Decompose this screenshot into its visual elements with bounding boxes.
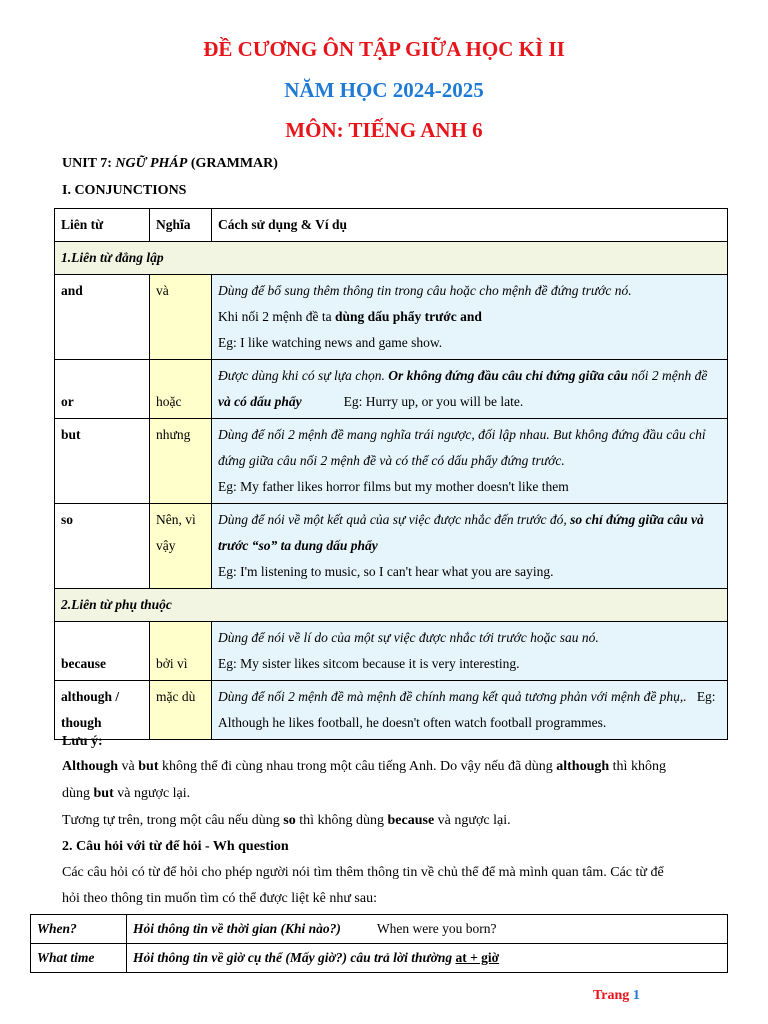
- conj-meaning: bởi vì: [150, 622, 212, 681]
- keyword: but: [93, 786, 114, 801]
- conj-meaning: Nên, vì vậy: [150, 504, 212, 589]
- group-label: 1.Liên từ đẳng lập: [55, 242, 728, 275]
- school-year: NĂM HỌC 2024-2025: [284, 78, 484, 102]
- unit-prefix: UNIT 7:: [62, 156, 116, 171]
- wh-intro-1: Các câu hỏi có từ để hỏi cho phép người nói tìm thêm thông tin về chủ thể để mà mình quan tâm. Các từ để: [62, 865, 664, 880]
- page-label: Trang: [593, 988, 633, 1003]
- page-num: 1: [632, 988, 640, 1003]
- table-row: [55, 622, 728, 681]
- unit-suffix: (GRAMMAR): [187, 156, 278, 171]
- header-cell: Nghĩa: [150, 209, 212, 242]
- wh-description: [127, 915, 728, 944]
- note-text: Tương tự trên, trong một câu nếu dùng: [62, 813, 284, 828]
- group-row: [55, 242, 728, 275]
- note-bold: dùng dấu phẩy trước and: [334, 309, 482, 324]
- usage-bold: và có dấu phẩy: [218, 394, 302, 409]
- conj-word: because: [55, 622, 150, 681]
- table-row: [55, 681, 728, 740]
- conj-usage: [212, 419, 728, 504]
- usage-text: Dùng để nối 2 mệnh đề mà mệnh đề chính mang kết quả tương phản với mệnh đề phụ,.: [218, 689, 687, 704]
- keyword: but: [138, 759, 159, 774]
- note-text: thì không dùng: [295, 813, 388, 828]
- table-row: [55, 504, 728, 589]
- conj-meaning: hoặc: [150, 360, 212, 419]
- conj-usage: [212, 681, 728, 740]
- conj-word: and: [55, 275, 150, 360]
- conj-meaning: mặc dù: [150, 681, 212, 740]
- wh-desc-text: Hỏi thông tin về giờ cụ thể (Mấy giờ?) câu trả lời thường: [133, 950, 456, 965]
- note-text: và: [118, 759, 139, 774]
- conj-meaning: nhưng: [150, 419, 212, 504]
- note-text: thì không: [609, 759, 666, 774]
- keyword: so: [283, 813, 296, 828]
- wh-question-table: [30, 914, 728, 973]
- table-row: [55, 360, 728, 419]
- note-text: Khi nối 2 mệnh đề ta: [218, 309, 335, 324]
- conj-word: or: [55, 360, 150, 419]
- conj-meaning: và: [150, 275, 212, 360]
- group-label: 2.Liên từ phụ thuộc: [55, 589, 728, 622]
- usage-text: Dùng để nói về lí do của một sự việc được nhắc tới trước hoặc sau nó.: [218, 630, 599, 645]
- wh-desc-text: Hỏi thông tin về thời gian (Khi nào?): [133, 921, 341, 936]
- wh-word: What time: [31, 944, 127, 973]
- conj-word: so: [55, 504, 150, 589]
- keyword: because: [387, 813, 435, 828]
- usage-bold: Or không đứng đầu câu chỉ đứng giữa câu: [388, 368, 628, 383]
- wh-description: [127, 944, 728, 973]
- page-number: [593, 988, 640, 1004]
- example-text: Eg: I'm listening to music, so I can't hear what you are saying.: [218, 564, 554, 579]
- unit-italic: NGỮ PHÁP: [115, 156, 188, 171]
- usage-text: nối 2 mệnh đề: [627, 368, 708, 383]
- doc-title: ĐỀ CƯƠNG ÔN TẬP GIỮA HỌC KÌ II: [203, 37, 565, 61]
- note-text: và ngược lại.: [434, 813, 511, 828]
- note-text: và ngược lại.: [113, 786, 191, 801]
- wh-intro-2: hỏi theo thông tin muốn tìm có thể được liệt kê như sau:: [62, 891, 377, 906]
- header-cell: Cách sử dụng & Ví dụ: [212, 209, 728, 242]
- example-text: Eg: I like watching news and game show.: [218, 335, 443, 350]
- example-text: Eg: My sister likes sitcom because it is very interesting.: [218, 656, 520, 671]
- table-row: [55, 419, 728, 504]
- conjunctions-table: [54, 208, 728, 740]
- table-row: [55, 275, 728, 360]
- conj-usage: [212, 275, 728, 360]
- usage-text: Dùng để nối 2 mệnh đề mang nghĩa trái ngược, đối lập nhau. But không đứng đầu câu chỉ đứng giữa câu nối 2 mệnh đề và có thể có dấu phẩy đứng trước.: [218, 427, 706, 468]
- conj-usage: [212, 622, 728, 681]
- note-paragraph-2: [62, 812, 511, 830]
- subject-title: MÔN: TIẾNG ANH 6: [285, 118, 483, 142]
- table-row: [31, 915, 728, 944]
- conj-word: but: [55, 419, 150, 504]
- usage-text: Được dùng khi có sự lựa chọn.: [218, 368, 389, 383]
- usage-text: Dùng để bổ sung thêm thông tin trong câu hoặc cho mệnh đề đứng trước nó.: [218, 283, 632, 298]
- conj-usage: [212, 504, 728, 589]
- header-cell: Liên từ: [55, 209, 150, 242]
- keyword: although: [556, 759, 610, 774]
- wh-desc-underlined: at + giờ: [455, 950, 500, 965]
- conj-word: although / though: [55, 681, 150, 740]
- group-row: [55, 589, 728, 622]
- example-text: When were you born?: [376, 921, 497, 936]
- table-header-row: [55, 209, 728, 242]
- wh-word: When?: [31, 915, 127, 944]
- example-text: Eg: My father likes horror films but my mother doesn't like them: [218, 479, 569, 494]
- table-row: [31, 944, 728, 973]
- usage-text: Dùng để nói về một kết quả của sự việc được nhắc đến trước đó,: [218, 512, 571, 527]
- conj-usage: [212, 360, 728, 419]
- keyword: Although: [62, 759, 119, 774]
- note-text: không thể đi cùng nhau trong một câu tiếng Anh. Do vậy nếu đã dùng: [158, 759, 557, 774]
- note-paragraph-1: [62, 758, 666, 776]
- note-text: dùng: [62, 786, 94, 801]
- section-conjunctions: I. CONJUNCTIONS: [62, 183, 187, 198]
- note-paragraph-1b: [62, 785, 190, 803]
- example-text: Eg: Hurry up, or you will be late.: [343, 394, 524, 409]
- section-wh-question: 2. Câu hỏi với từ để hỏi - Wh question: [62, 839, 289, 854]
- example-text: Eg: Although he likes football, he doesn't often watch football programmes.: [218, 689, 716, 730]
- unit-heading: [62, 155, 278, 173]
- usage-bold: so chỉ đứng giữa câu và trước “so” ta dung dấu phẩy: [218, 512, 704, 553]
- note-heading: Lưu ý:: [62, 734, 103, 749]
- usage-note: [218, 304, 721, 330]
